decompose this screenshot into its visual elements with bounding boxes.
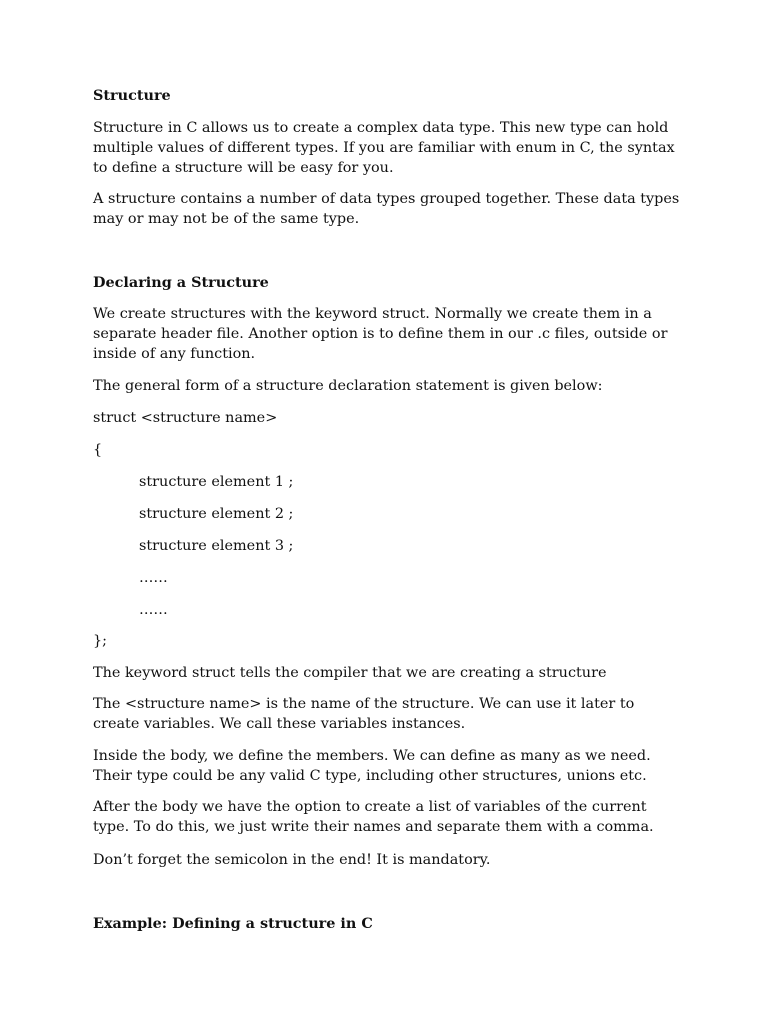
code-line-close-brace: }; (93, 633, 108, 649)
paragraph-declaring-intro: We create structures with the keyword struct. Normally we create them in a separate header file. Another option is to define them in our .c files, outside or inside of any function. (93, 306, 668, 362)
section-heading-example: Example: Defining a structure in C (93, 915, 373, 932)
section-heading-declaring: Declaring a Structure (93, 274, 269, 291)
paragraph-structure-name: The <structure name> is the name of the structure. We can use it later to create variables. We call these variables instances. (93, 696, 635, 732)
paragraph-structure-types: A structure contains a number of data types grouped together. These data types may or may not be of the same type. (93, 191, 680, 227)
paragraph-general-form: The general form of a structure declaration statement is given below: (93, 378, 603, 394)
code-line-ellipsis-1: …… (139, 570, 168, 586)
section-heading-structure: Structure (93, 87, 171, 104)
code-line-element-1: structure element 1 ; (139, 474, 294, 490)
paragraph-semicolon: Don’t forget the semicolon in the end! It is mandatory. (93, 852, 491, 868)
paragraph-structure-intro: Structure in C allows us to create a complex data type. This new type can hold multiple values of different types. If you are familiar with enum in C, the syntax to define a structure will be easy for you. (93, 120, 675, 176)
paragraph-members: Inside the body, we define the members. We can define as many as we need. Their type could be any valid C type, including other structures, unions etc. (93, 748, 651, 784)
code-line-struct-name: struct <structure name> (93, 410, 278, 426)
code-line-open-brace: { (93, 442, 103, 458)
code-line-element-2: structure element 2 ; (139, 506, 294, 522)
code-line-element-3: structure element 3 ; (139, 538, 294, 554)
paragraph-keyword-struct: The keyword struct tells the compiler that we are creating a structure (93, 665, 607, 681)
code-line-ellipsis-2: …… (139, 602, 168, 618)
paragraph-variable-list: After the body we have the option to create a list of variables of the current type. To do this, we just write their names and separate them with a comma. (93, 799, 654, 835)
